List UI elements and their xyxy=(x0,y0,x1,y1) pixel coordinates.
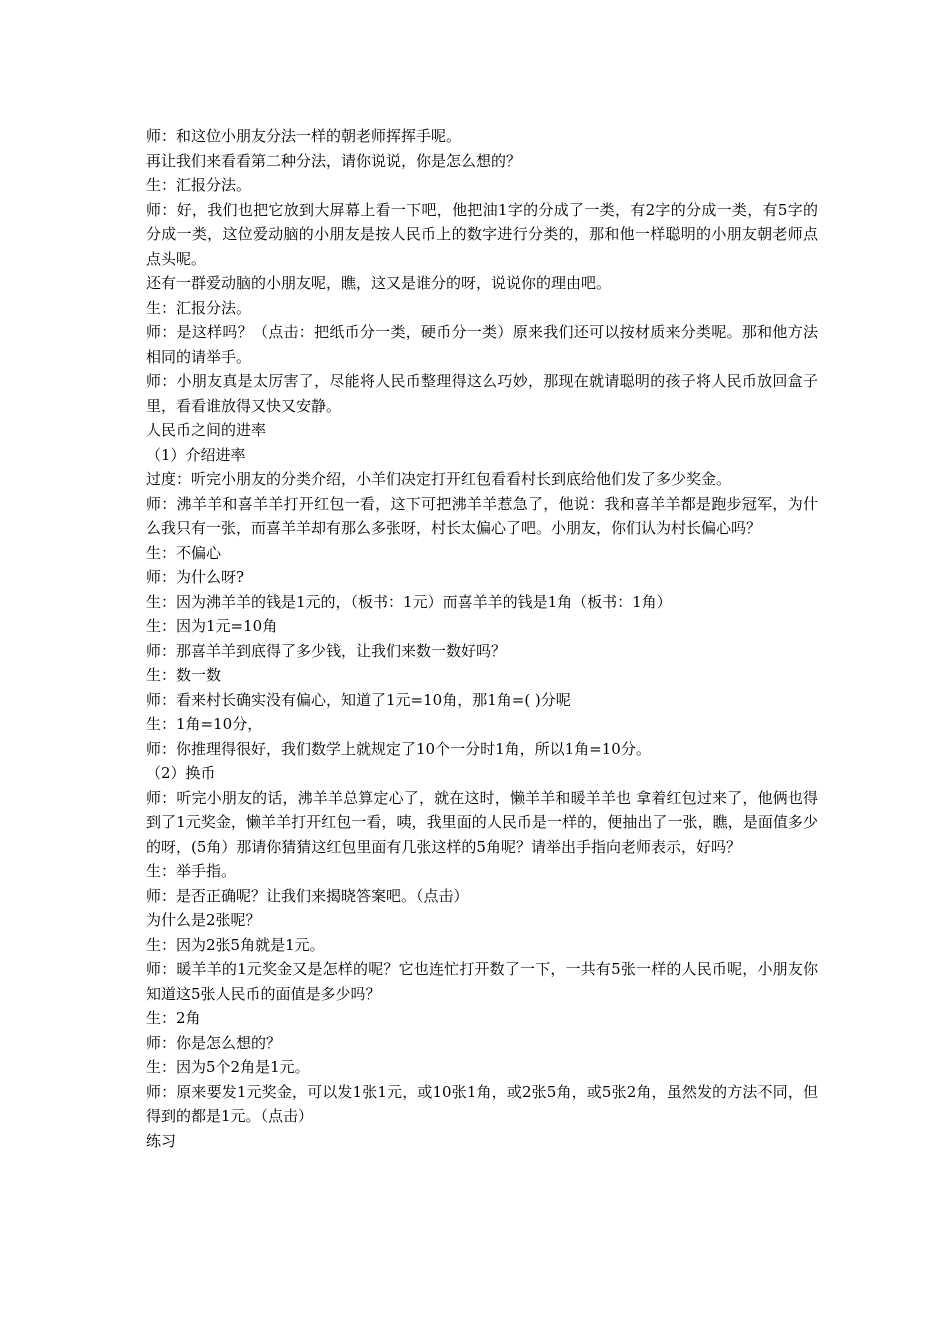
paragraph: 生：因为1元=10角 xyxy=(146,617,278,635)
section-heading: 练习 xyxy=(146,1131,177,1150)
paragraph: 师：沸羊羊和喜羊羊打开红包一看，这下可把沸羊羊惹急了，他说：我和喜羊羊都是跑步冠军，为什么我只有一张，而喜羊羊却有那么多张呀，村长太偏心了吧。小朋友，你们认为村长偏心吗？ xyxy=(146,494,818,537)
document-body xyxy=(146,124,818,1153)
paragraph: 再让我们来看看第二种分法，请你说说，你是怎么想的？ xyxy=(146,151,522,170)
paragraph: 师：那喜羊羊到底得了多少钱，让我们来数一数好吗？ xyxy=(146,641,507,660)
paragraph: 生：汇报分法。 xyxy=(146,298,252,317)
paragraph: 师：看来村长确实没有偏心，知道了1元=10角，那1角=( )分呢 xyxy=(146,690,571,709)
paragraph: 师：是这样吗？（点击：把纸币分一类，硬币分一类）原来我们还可以按材质来分类呢。那和他方法相同的请举手。 xyxy=(146,323,818,366)
paragraph: 师：好，我们也把它放到大屏幕上看一下吧，他把油1字的分成了一类，有2字的分成一类，有5字的分成一类，这位爱动脑的小朋友是按人民币上的数字进行分类的，那和他一样聪明的小朋友朝老师点点头呢。 xyxy=(146,200,818,268)
paragraph: 生：汇报分法。 xyxy=(146,176,252,194)
paragraph: 生：举手指。 xyxy=(146,862,237,880)
paragraph: 生：因为2张5角就是1元。 xyxy=(146,935,325,954)
paragraph: 师：为什么呀? xyxy=(146,568,245,586)
paragraph: 生：数一数 xyxy=(146,666,222,684)
paragraph: 生：不偏心 xyxy=(146,543,222,562)
paragraph: 生：因为沸羊羊的钱是1元的，（板书：1元）而喜羊羊的钱是1角（板书：1角） xyxy=(146,592,672,611)
paragraph: 生：2角 xyxy=(146,1009,201,1027)
paragraph: 过度：听完小朋友的分类介绍，小羊们决定打开红包看看村长到底给他们发了多少奖金。 xyxy=(146,470,732,488)
paragraph: 还有一群爱动脑的小朋友呢，瞧，这又是谁分的呀，说说你的理由吧。 xyxy=(146,274,612,292)
paragraph: 师：原来要发1元奖金，可以发1张1元，或10张1角，或2张5角，或5张2角，虽然发的方法不同，但得到的都是1元。（点击） xyxy=(146,1082,818,1125)
paragraph: 师：听完小朋友的话，沸羊羊总算定心了，就在这时，懒羊羊和暖羊羊也 拿着红包过来了，他俩也得到了1元奖金，懒羊羊打开红包一看，咦，我里面的人民币是一样的，便抽出了一张，瞧，是面值多少的呀，(5角）那请你猜猜这红包里面有几张这样的5角呢？请举出手指向老师表示，好吗？ xyxy=(146,788,818,856)
paragraph: 师：小朋友真是太厉害了，尽能将人民币整理得这么巧妙，那现在就请聪明的孩子将人民币放回盒子里，看看谁放得又快又安静。 xyxy=(146,372,818,415)
paragraph: 师：是否正确呢？让我们来揭晓答案吧。（点击） xyxy=(146,886,469,905)
paragraph: 为什么是2张呢？ xyxy=(146,911,261,929)
paragraph: 生：因为5个2角是1元。 xyxy=(146,1058,310,1076)
paragraph: 生：1角=10分， xyxy=(146,715,263,733)
section-heading: 人民币之间的进率 xyxy=(146,421,267,439)
paragraph: 师：暖羊羊的1元奖金又是怎样的呢？它也连忙打开数了一下，一共有5张一样的人民币呢，小朋友你知道这5张人民币的面值是多少吗？ xyxy=(146,960,818,1003)
paragraph: 师：和这位小朋友分法一样的朝老师挥挥手呢。 xyxy=(146,127,462,145)
subsection-heading: （1）介绍进率 xyxy=(146,445,246,464)
paragraph: 师：你是怎么想的？ xyxy=(146,1033,282,1052)
paragraph: 师：你推理得很好，我们数学上就规定了10个一分时1角，所以1角=10分。 xyxy=(146,739,651,758)
subsection-heading: （2）换币 xyxy=(146,764,216,782)
